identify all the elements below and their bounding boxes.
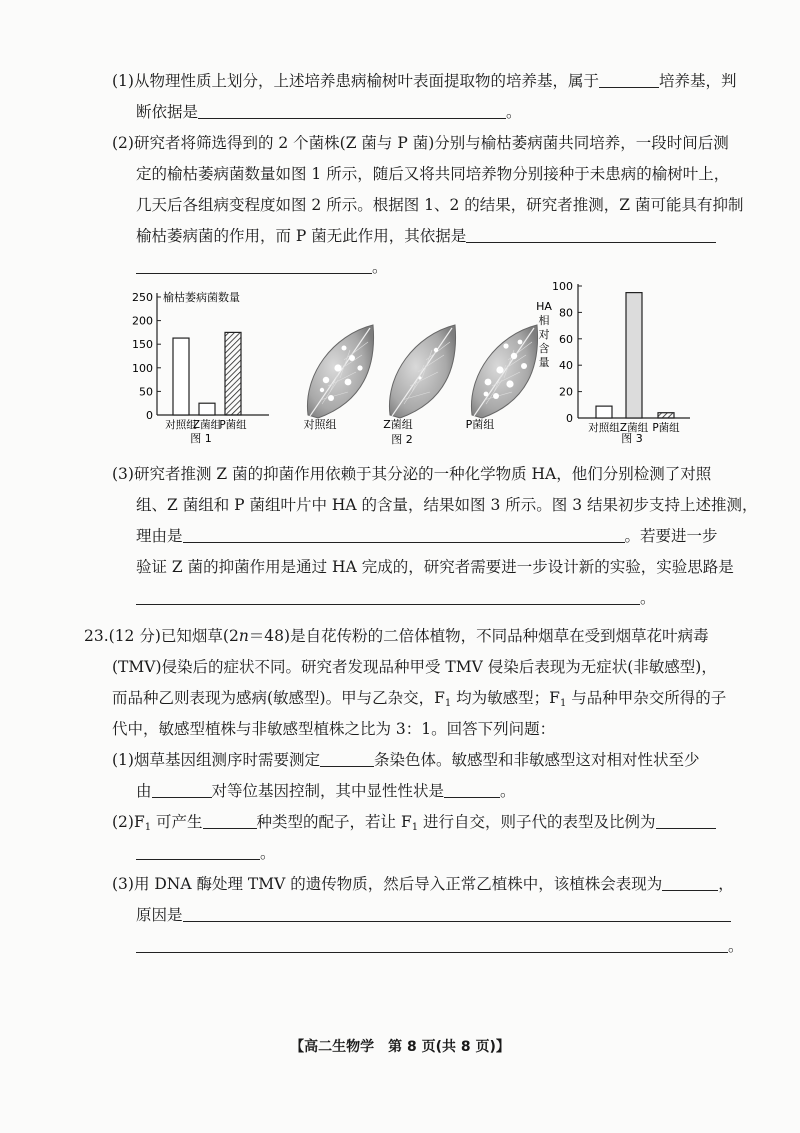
subscript: 1	[444, 698, 452, 709]
q23-text: 进行自交，则子代的表型及比例为	[423, 813, 656, 831]
q22-part2-line4	[136, 225, 716, 247]
fig3-tick-label: 40	[559, 359, 573, 373]
answer-blank[interactable]	[152, 781, 212, 798]
q23-text: (2)F	[112, 813, 145, 831]
fig3-category-label: 对照组	[588, 422, 620, 434]
fig3-tick-label: 80	[559, 306, 573, 320]
q23-text: 由	[136, 782, 152, 800]
answer-blank[interactable]	[320, 750, 374, 767]
figure-1-bar-chart	[125, 283, 285, 458]
q22-part1-text: (1)从物理性质上划分，上述培养患病榆树叶表面提取物的培养基，属于	[112, 72, 599, 90]
subscript: 1	[559, 698, 567, 709]
fig2-label-control: 对照组	[303, 418, 337, 431]
q23-text: 与品种甲杂交所得的子	[571, 689, 727, 707]
fig1-bar	[199, 403, 215, 415]
q23-part1-line1	[112, 749, 699, 771]
leaf-control	[307, 325, 373, 418]
period: 。	[506, 103, 522, 121]
q22-part2-basis-label: 榆枯萎病菌的作用，而 P 菌无此作用，其依据是	[136, 227, 467, 245]
fig1-category-label: P菌组	[219, 419, 247, 431]
q23-part2-line1	[112, 811, 716, 839]
fig3-category-label: P菌组	[652, 422, 680, 434]
fig1-tick-label: 0	[146, 409, 153, 422]
q23-line3	[112, 687, 726, 715]
fig1-ylabel: 榆枯萎病菌数量	[163, 291, 240, 304]
q22-part1-basis-label: 断依据是	[136, 103, 199, 121]
fig3-ylabel-char: 量	[538, 356, 550, 369]
answer-blank[interactable]	[203, 812, 257, 829]
answer-blank[interactable]	[466, 226, 716, 243]
fig3-bar	[626, 293, 642, 418]
fig1-bar	[173, 338, 189, 415]
period: 。	[372, 258, 388, 276]
fig1-category-label: Z菌组	[192, 419, 222, 431]
q23-line4: 代中，敏感型植株与非敏感型植株之比为 3：1。回答下列问题：	[112, 720, 556, 738]
period: 。	[640, 589, 656, 607]
q23-text: 条染色体。敏感型和非敏感型这对相对性状至少	[373, 751, 700, 769]
q22-part1-text-end: 培养基，判	[658, 72, 737, 90]
leaf-p	[471, 325, 537, 418]
q22-part2-line2: 定的榆枯萎病菌数量如图 1 所示，随后又将共同培养物分别接种于未患病的榆树叶上，	[136, 165, 730, 183]
period: 。	[500, 782, 516, 800]
answer-blank[interactable]	[444, 781, 500, 798]
q22-part2-line3: 几天后各组病变程度如图 2 所示。根据图 1、2 的结果，研究者推测，Z 菌可能具有抑制	[136, 196, 744, 214]
fig3-tick-label: 20	[559, 385, 573, 399]
q23-line2: (TMV)侵染后的症状不同。研究者发现品种甲受 TMV 侵染后表现为无症状(非敏感型)，	[112, 658, 717, 676]
q23-text: (3)用 DNA 酶处理 TMV 的遗传物质，然后导入正常乙植株中，该植株会表现为	[112, 875, 663, 893]
fig2-label-p: P菌组	[465, 418, 495, 431]
q23-part2-line2	[136, 842, 276, 864]
q22-part3-line3	[136, 525, 718, 547]
answer-blank[interactable]	[183, 526, 625, 543]
q23-text: 而品种乙则表现为感病(敏感型)。甲与乙杂交，F	[112, 689, 445, 707]
subscript: 1	[411, 822, 419, 833]
answer-blank[interactable]	[198, 102, 506, 119]
q23-part1-line2	[136, 780, 516, 802]
q23-part3-line1	[112, 873, 734, 895]
fig3-ylabel-char: 含	[538, 342, 550, 355]
q22-part3-text-end: 。若要进一步	[624, 527, 718, 545]
q23-line1	[84, 625, 709, 647]
fig1-tick-label: 200	[132, 314, 153, 328]
fig1-tick-label: 50	[139, 385, 153, 399]
period: 。	[260, 844, 276, 862]
answer-blank[interactable]	[136, 257, 372, 274]
fig3-ylabel-char: HA	[536, 300, 552, 313]
fig3-bar	[658, 413, 674, 418]
fig2-label-z: Z菌组	[383, 418, 413, 431]
figure-3-bar-chart	[530, 278, 700, 458]
fig3-tick-label: 100	[552, 280, 573, 293]
fig3-bar	[596, 406, 612, 418]
q23-text: 对等位基因控制，其中显性性状是	[211, 782, 445, 800]
q22-part3-reason-label: 理由是	[136, 527, 183, 545]
fig3-tick-label: 0	[566, 412, 573, 425]
q22-part2-line1: (2)研究者将筛选得到的 2 个菌株(Z 菌与 P 菌)分别与榆枯萎病菌共同培养，一段时间后测	[112, 134, 729, 152]
fig3-ylabel-char: 相	[538, 314, 550, 327]
q22-part1-line2	[136, 101, 522, 123]
answer-blank[interactable]	[136, 936, 728, 953]
comma: ，	[718, 875, 734, 893]
figure-2-leaves	[290, 320, 550, 450]
fig2-caption: 图 2	[391, 433, 413, 446]
q23-text: 种类型的配子，若让 F	[256, 813, 412, 831]
q23-part3-line3	[136, 935, 744, 957]
answer-blank[interactable]	[599, 71, 659, 88]
fig3-category-label: Z菌组	[619, 422, 649, 434]
answer-blank[interactable]	[183, 905, 731, 922]
fig1-caption: 图 1	[190, 432, 212, 445]
q23-n-italic: n	[238, 627, 249, 645]
fig3-tick-label: 60	[559, 332, 573, 346]
q23-text: 可产生	[156, 813, 203, 831]
q22-part2-line5	[136, 256, 388, 278]
fig1-tick-label: 150	[132, 338, 153, 352]
answer-blank[interactable]	[662, 874, 718, 891]
fig3-ylabel-char: 对	[538, 328, 550, 341]
q22-part3-line5	[136, 587, 656, 609]
fig3-caption: 图 3	[621, 432, 643, 445]
period: 。	[728, 937, 744, 955]
q23-text: 均为敏感型；F	[456, 689, 560, 707]
fig1-category-label: 对照组	[165, 419, 197, 431]
q22-part3-line2: 组、Z 菌组和 P 菌组叶片中 HA 的含量，结果如图 3 所示。图 3 结果初步支持上述推测，	[136, 496, 758, 514]
answer-blank[interactable]	[136, 588, 640, 605]
q22-part1-line1	[112, 70, 736, 92]
q22-part3-line1: (3)研究者推测 Z 菌的抑菌作用依赖于其分泌的一种化学物质 HA，他们分别检测了对照	[112, 465, 712, 483]
q22-part3-line4: 验证 Z 菌的抑菌作用是通过 HA 完成的，研究者需要进一步设计新的实验，实验思路是	[136, 558, 734, 576]
leaf-z	[389, 325, 455, 418]
page-footer: 【高二生物学 第 8 页(共 8 页)】	[290, 1039, 510, 1055]
subscript: 1	[144, 822, 152, 833]
q23-text: ＝48)是自花传粉的二倍体植物，不同品种烟草在受到烟草花叶病毒	[248, 627, 709, 645]
fig1-tick-label: 100	[132, 361, 153, 375]
q23-text: 23.(12 分)已知烟草(2	[84, 627, 239, 645]
fig1-bar	[225, 332, 241, 415]
answer-blank[interactable]	[136, 843, 260, 860]
fig1-tick-label: 250	[132, 291, 153, 304]
q23-text: (1)烟草基因组测序时需要测定	[112, 751, 320, 769]
q23-reason-label: 原因是	[136, 906, 183, 924]
answer-blank[interactable]	[656, 812, 716, 829]
q23-part3-line2	[136, 904, 731, 926]
